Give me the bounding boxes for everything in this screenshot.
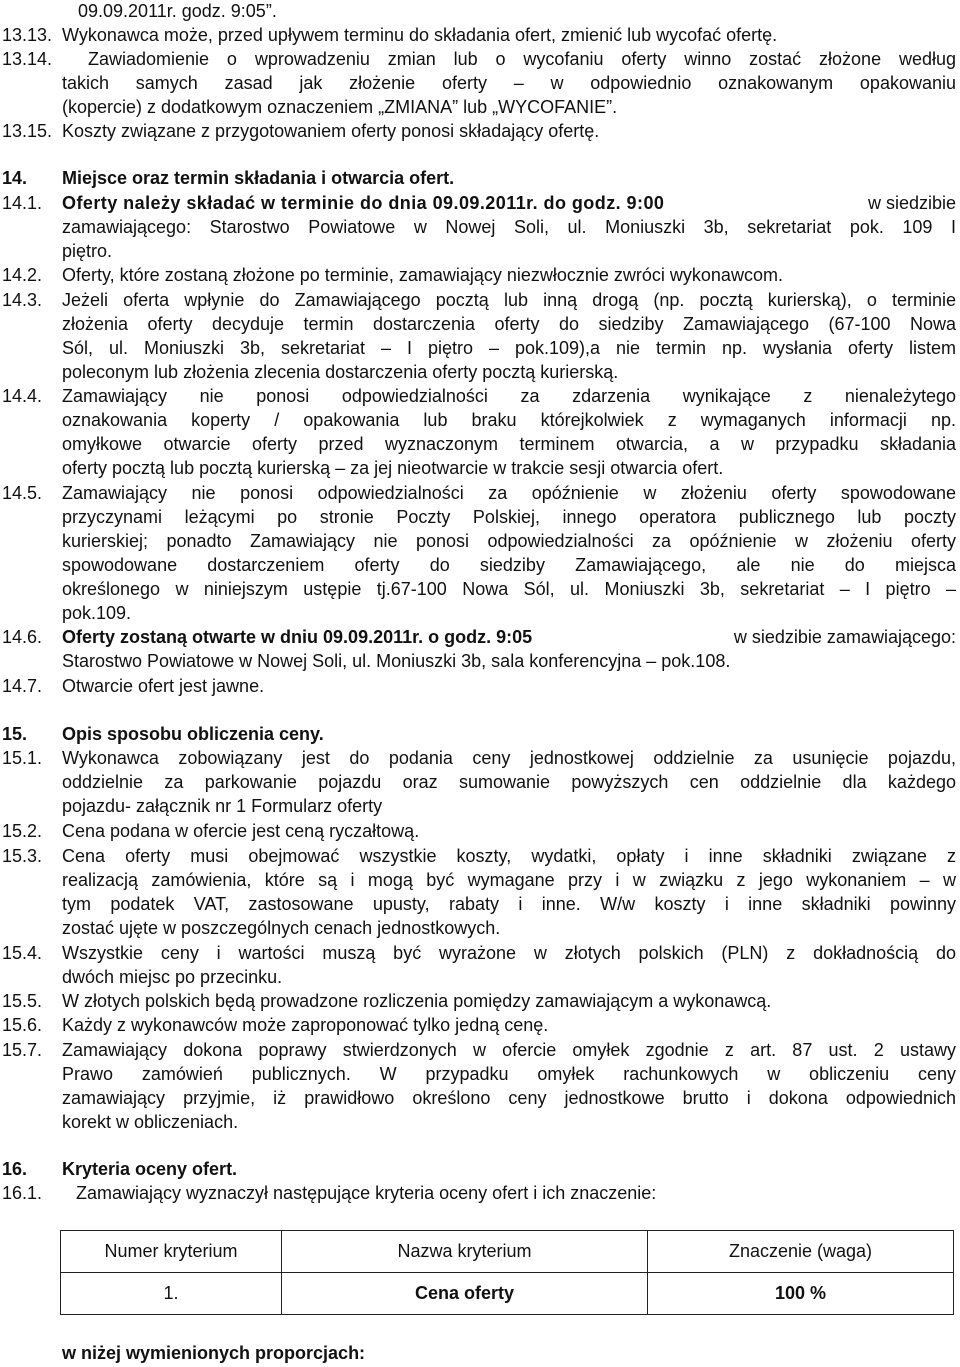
paragraph-line: takich samych zasad jak złożenie oferty – w odpowiednio oznakowanym opakowaniu: [62, 73, 956, 93]
paragraph-line: oddzielnie za parkowanie pojazdu oraz sumowanie powyższych cen oddzielnie dla każdego: [62, 772, 956, 792]
paragraph-line: złożenia oferty decyduje termin dostarczenia oferty do siedziby Zamawiającego (67-100 Nowa: [62, 314, 956, 334]
paragraph-text: Zamawiający wyznaczył następujące kryteria oceny ofert i ich znaczenie:: [76, 1183, 657, 1203]
section-number: 13.14.: [2, 49, 53, 69]
table-header-cell: Nazwa kryterium: [282, 1231, 648, 1273]
paragraph-line: przyczynami leżącymi po stronie Poczty Polskiej, innego operatora publicznego lub poczty: [62, 507, 956, 527]
section-number: 15.3.: [2, 846, 43, 866]
section-number: 16.1.: [2, 1183, 43, 1203]
paragraph-line: zostać ujęte w poszczególnych cenach jednostkowych.: [62, 918, 501, 938]
paragraph-line: poleconym lub złożenia zlecenia dostarczenia oferty pocztą kurierską.: [62, 362, 619, 382]
table-header-cell: Numer kryterium: [61, 1231, 282, 1273]
paragraph-line: piętro.: [62, 241, 113, 261]
section-number: 15.2.: [2, 821, 43, 841]
paragraph-line: (kopercie) z dodatkowym oznaczeniem „ZMIANA” lub „WYCOFANIE”.: [62, 97, 618, 117]
paragraph-line: omyłkowe otwarcie oferty przed wyznaczonym terminem otwarcia, a w przypadku składania: [62, 434, 956, 454]
paragraph-line: dwóch miejsc po przecinku.: [62, 967, 283, 987]
section-number: 14.7.: [2, 676, 43, 696]
paragraph-line: Jeżeli oferta wpłynie do Zamawiającego pocztą lub inną drogą (np. pocztą kurierską), o terminie: [62, 290, 956, 310]
section-number: 15.1.: [2, 748, 43, 768]
paragraph-text: Cena podana w ofercie jest ceną ryczałtową.: [62, 821, 420, 841]
paragraph-line: oznakowania koperty / opakowania lub braku którejkolwiek z wymaganych informacji np.: [62, 410, 956, 430]
section-number: 15.5.: [2, 991, 43, 1011]
paragraph-line: Sól, ul. Moniuszki 3b, sekretariat – I piętro – pok.109),a nie termin np. wysłania oferty listem: [62, 338, 956, 358]
section-number: 14.6.: [2, 627, 43, 647]
paragraph-text: Oferty, które zostaną złożone po terminie, zamawiający niezwłocznie zwróci wykonawcom.: [62, 265, 783, 285]
section-number: 15.4.: [2, 943, 43, 963]
section-heading: Miejsce oraz termin składania i otwarcia ofert.: [62, 168, 455, 188]
section-number: 13.13.: [2, 25, 53, 45]
paragraph-line: tym podatek VAT, zastosowane upusty, rabaty i inne. W/w koszty i inne składniki powinny: [62, 894, 956, 914]
paragraph-line: pojazdu- załącznik nr 1 Formularz oferty: [62, 796, 383, 816]
paragraph-text: w siedzibie: [867, 193, 956, 213]
paragraph-line: Wykonawca zobowiązany jest do podania ceny jednostkowej oddzielnie za usunięcie pojazdu,: [62, 748, 956, 768]
section-heading: Kryteria oceny ofert.: [62, 1159, 238, 1179]
paragraph-line: korekt w obliczeniach.: [62, 1112, 239, 1132]
paragraph-line: realizacją zamówienia, które są i mogą być wymagane przy i w związku z jego wykonaniem – w: [62, 870, 956, 890]
section-number: 15.7.: [2, 1040, 43, 1060]
section-number: 14.3.: [2, 290, 43, 310]
paragraph-line: Zamawiający nie ponosi odpowiedzialności za opóźnienie w złożeniu oferty spowodowane: [62, 483, 956, 503]
paragraph-line: Cena oferty musi obejmować wszystkie koszty, wydatki, opłaty i inne składniki związane z: [62, 846, 956, 866]
table-header-row: [61, 1231, 954, 1273]
paragraph-text: Każdy z wykonawców może zaproponować tylko jedną cenę.: [62, 1015, 549, 1035]
criteria-table: [60, 1230, 954, 1315]
section-number: 15.: [2, 724, 28, 744]
paragraph-line: oferty pocztą lub pocztą kurierską – za jej nieotwarcie w trakcie sesji otwarcia ofert.: [62, 458, 724, 478]
paragraph-line: pok.109.: [62, 603, 132, 623]
paragraph-line: spowodowane dostarczeniem oferty do siedziby Zamawiającego, ale nie do miejsca: [62, 555, 956, 575]
paragraph-text: Wykonawca może, przed upływem terminu do składania ofert, zmienić lub wycofać ofertę.: [62, 25, 778, 45]
paragraph-text: w niżej wymienionych proporcjach:: [62, 1343, 366, 1363]
section-number: 14.1.: [2, 193, 43, 213]
table-cell: 100 %: [648, 1273, 954, 1315]
paragraph-line: kurierskiej; ponadto Zamawiający nie ponosi odpowiedzialności za opóźnienie w złożeniu oferty: [62, 531, 956, 551]
paragraph-line: Zamawiający dokona poprawy stwierdzonych w ofercie omyłek zgodnie z art. 87 ust. 2 ustawy: [62, 1040, 956, 1060]
section-number: 13.15.: [2, 121, 53, 141]
table-cell: 1.: [61, 1273, 282, 1315]
table-row: [61, 1273, 954, 1315]
section-number: 14.4.: [2, 386, 43, 406]
paragraph-text: Koszty związane z przygotowaniem oferty ponosi składający ofertę.: [62, 121, 600, 141]
paragraph-line: zamawiający przyjmie, iż prawidłowo określono ceny jednostkowe brutto i dokona odpowiednich: [62, 1088, 956, 1108]
bold-deadline-text: Oferty należy składać w terminie do dnia 09.09.2011r. do godz. 9:00: [62, 193, 665, 213]
paragraph-text: 09.09.2011r. godz. 9:05”.: [78, 1, 277, 21]
paragraph-line: zamawiającego: Starostwo Powiatowe w Nowej Soli, ul. Moniuszki 3b, sekretariat pok. 109 I: [62, 217, 956, 237]
section-number: 15.6.: [2, 1015, 43, 1035]
paragraph-line: Zamawiający nie ponosi odpowiedzialności za zdarzenia wynikające z nienależytego: [62, 386, 956, 406]
paragraph-line: określonego w niniejszym ustępie tj.67-100 Nowa Sól, ul. Moniuszki 3b, sekretariat – I piętro –: [62, 579, 956, 599]
section-number: 14.: [2, 168, 28, 188]
paragraph-text: W złotych polskich będą prowadzone rozliczenia pomiędzy zamawiającym a wykonawcą.: [62, 991, 772, 1011]
section-number: 14.5.: [2, 483, 43, 503]
section-heading: Opis sposobu obliczenia ceny.: [62, 724, 324, 744]
paragraph-text: Otwarcie ofert jest jawne.: [62, 676, 265, 696]
bold-opening-text: Oferty zostaną otwarte w dniu 09.09.2011r. o godz. 9:05: [62, 627, 533, 647]
table-header-cell: Znaczenie (waga): [648, 1231, 954, 1273]
paragraph-text: w siedzibie zamawiającego:: [733, 627, 956, 647]
section-number: 16.: [2, 1159, 28, 1179]
table-cell: Cena oferty: [282, 1273, 648, 1315]
section-number: 14.2.: [2, 265, 43, 285]
paragraph-line: Starostwo Powiatowe w Nowej Soli, ul. Moniuszki 3b, sala konferencyjna – pok.108.: [62, 651, 731, 671]
paragraph-line: Prawo zamówień publicznych. W przypadku omyłek rachunkowych w obliczeniu ceny: [62, 1064, 956, 1084]
paragraph-line: Zawiadomienie o wprowadzeniu zmian lub o wycofaniu oferty winno zostać złożone według: [88, 49, 956, 69]
paragraph-line: Wszystkie ceny i wartości muszą być wyrażone w złotych polskich (PLN) z dokładnością do: [62, 943, 956, 963]
